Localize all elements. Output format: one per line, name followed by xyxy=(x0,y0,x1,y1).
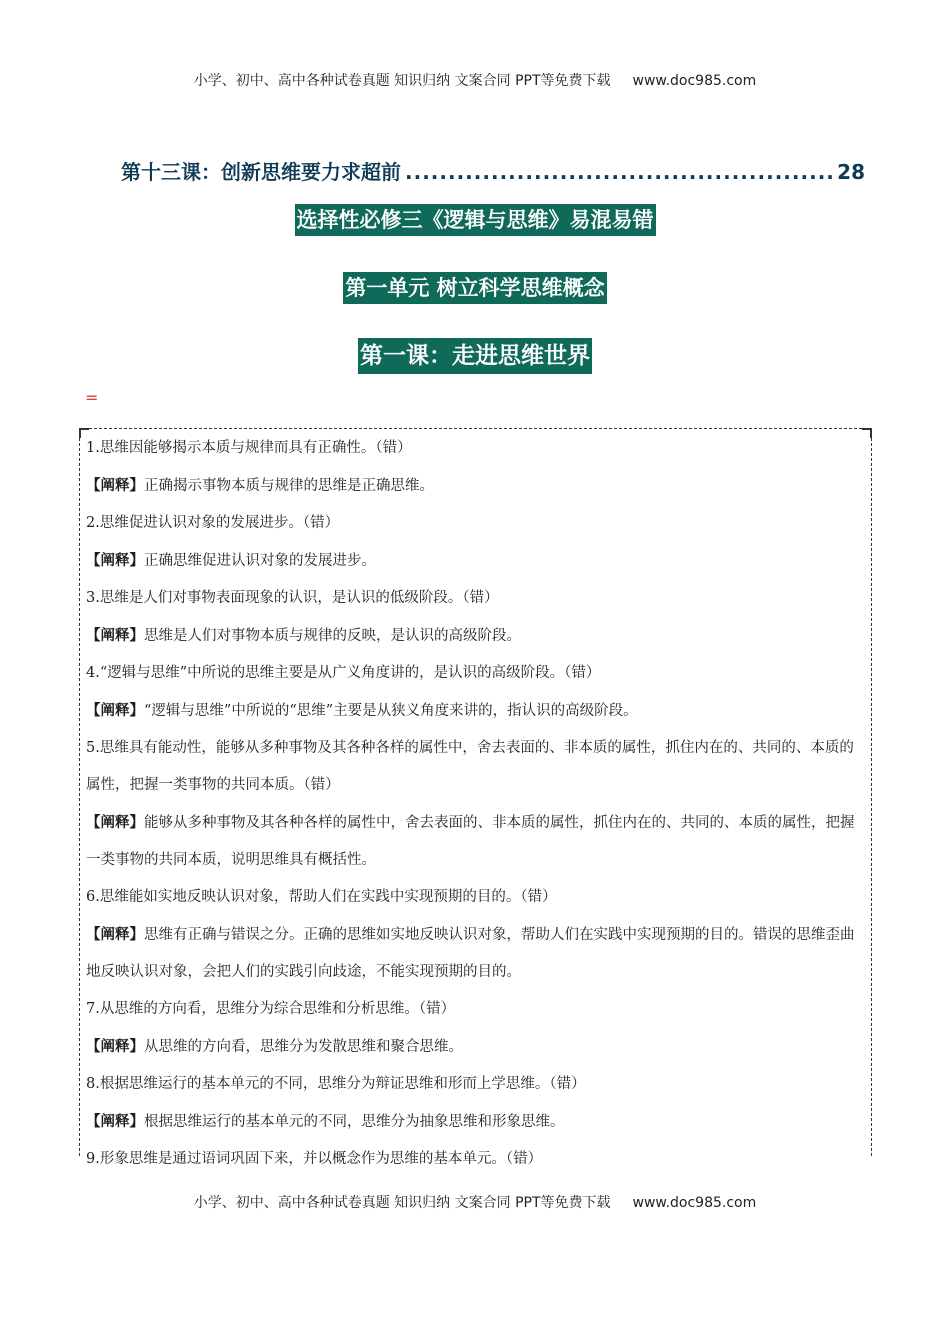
explanation-tag: 【阐释】 xyxy=(86,702,144,719)
explanation-2 xyxy=(86,542,866,580)
explanation-4 xyxy=(86,692,866,730)
lesson-title-banner xyxy=(0,338,950,374)
question-9: 9.形象思维是通过语词巩固下来，并以概念作为思维的基本单元。（错） xyxy=(86,1151,543,1167)
question-1: 1.思维因能够揭示本质与规律而具有正确性。（错） xyxy=(86,440,412,456)
explanation-tag: 【阐释】 xyxy=(86,627,144,644)
explanation-3 xyxy=(86,617,866,655)
unit-title-banner xyxy=(0,272,950,304)
explanation-text: 思维是人们对事物本质与规律的反映，是认识的高级阶段。 xyxy=(144,628,521,644)
explanation-text: 能够从多种事物及其各种各样的属性中，舍去表面的、非本质的属性，抓住内在的、共同的、本质的属性，把握一类事物的共同本质，说明思维具有概括性。 xyxy=(86,815,855,868)
book-title-banner xyxy=(0,204,950,236)
header-text: 小学、初中、高中各种试卷真题 知识归纳 文案合同 PPT等免费下载 xyxy=(193,73,611,89)
toc-leader-dots xyxy=(405,160,833,184)
page-header xyxy=(0,70,950,90)
red-mark: = xyxy=(85,388,99,407)
toc-entry[interactable] xyxy=(121,156,865,185)
question-3: 3.思维是人们对事物表面现象的认识，是认识的低级阶段。（错） xyxy=(86,590,499,606)
explanation-tag: 【阐释】 xyxy=(86,552,144,569)
explanation-7 xyxy=(86,1028,866,1066)
explanation-text: “逻辑与思维”中所说的“思维”主要是从狭义角度来讲的，指认识的高级阶段。 xyxy=(144,703,638,719)
question-5: 5.思维具有能动性，能够从多种事物及其各种各样的属性中，舍去表面的、非本质的属性，抓住内在的、共同的、本质的属性，把握一类事物的共同本质。（错） xyxy=(86,740,854,793)
explanation-text: 正确思维促进认识对象的发展进步。 xyxy=(144,553,376,569)
lesson-title: 第一课：走进思维世界 xyxy=(358,338,592,374)
content-list xyxy=(86,430,866,1178)
book-title: 选择性必修三《逻辑与思维》易混易错 xyxy=(295,204,656,236)
question-6: 6.思维能如实地反映认识对象，帮助人们在实践中实现预期的目的。（错） xyxy=(86,889,557,905)
explanation-5 xyxy=(86,804,866,879)
explanation-tag: 【阐释】 xyxy=(86,1038,144,1055)
explanation-tag: 【阐释】 xyxy=(86,814,144,831)
footer-text: 小学、初中、高中各种试卷真题 知识归纳 文案合同 PPT等免费下载 xyxy=(193,1195,611,1211)
explanation-8 xyxy=(86,1103,866,1141)
toc-title: 第十三课：创新思维要力求超前 xyxy=(121,160,401,184)
toc-page-number: 28 xyxy=(837,160,865,184)
explanation-text: 根据思维运行的基本单元的不同，思维分为抽象思维和形象思维。 xyxy=(144,1114,565,1130)
explanation-6 xyxy=(86,916,866,991)
explanation-tag: 【阐释】 xyxy=(86,926,144,943)
explanation-text: 从思维的方向看，思维分为发散思维和聚合思维。 xyxy=(144,1039,463,1055)
page-footer xyxy=(0,1192,950,1212)
question-2: 2.思维促进认识对象的发展进步。（错） xyxy=(86,515,340,531)
footer-site[interactable]: www.doc985.com xyxy=(632,1195,757,1211)
unit-title: 第一单元 树立科学思维概念 xyxy=(343,272,606,304)
explanation-text: 正确揭示事物本质与规律的思维是正确思维。 xyxy=(144,478,434,494)
explanation-tag: 【阐释】 xyxy=(86,1113,144,1130)
question-8: 8.根据思维运行的基本单元的不同，思维分为辩证思维和形而上学思维。（错） xyxy=(86,1076,586,1092)
question-7: 7.从思维的方向看，思维分为综合思维和分析思维。（错） xyxy=(86,1001,456,1017)
question-4: 4.“逻辑与思维”中所说的思维主要是从广义角度讲的，是认识的高级阶段。（错） xyxy=(86,665,601,681)
explanation-tag: 【阐释】 xyxy=(86,477,144,494)
header-site[interactable]: www.doc985.com xyxy=(632,73,757,89)
explanation-1 xyxy=(86,467,866,505)
explanation-text: 思维有正确与错误之分。正确的思维如实地反映认识对象，帮助人们在实践中实现预期的目的。错误的思维歪曲地反映认识对象，会把人们的实践引向歧途，不能实现预期的目的。 xyxy=(86,927,855,980)
